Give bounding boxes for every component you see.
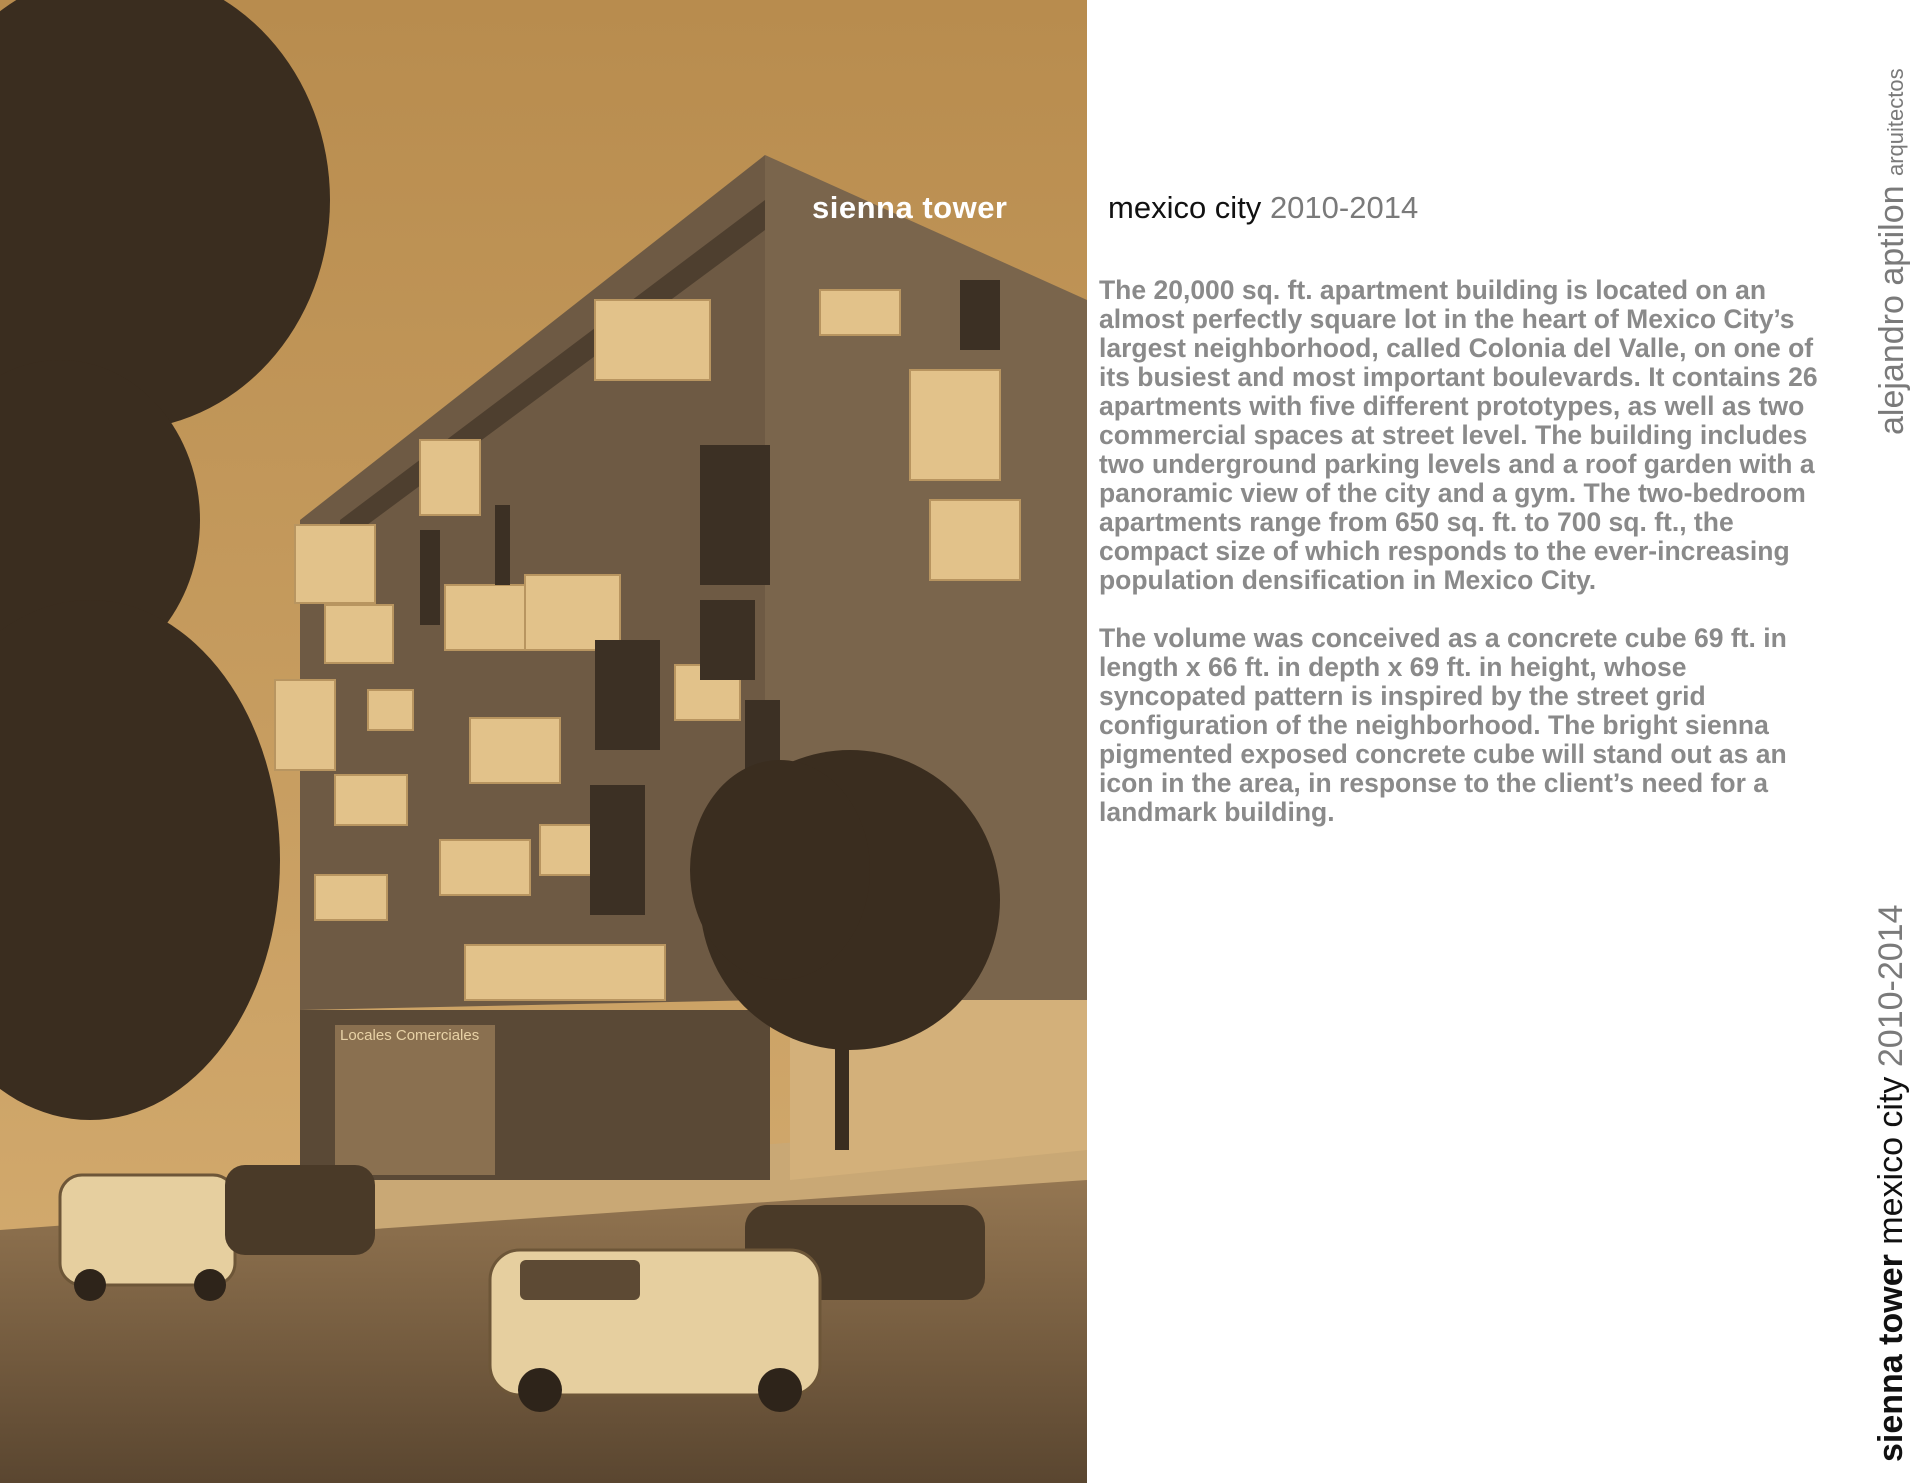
project-location-line	[1108, 190, 1418, 226]
firm-vertical-label	[1873, 68, 1912, 435]
storefront-sign: Locales Comerciales	[340, 1027, 480, 1044]
description-paragraph-1: The 20,000 sq. ft. apartment building is located on an almost perfectly square lot in the heart of Mexico City’s largest neighborhood, called Colonia del Valle, on one of its busiest and most important boulevards. It contains 26 apartments with five different prototypes, as well as two commercial spaces at street level. The building includes two underground parking levels and a roof garden with a panoramic view of the city and a gym. The two-bedroom apartments range from 650 sq. ft. to 700 sq. ft., the compact size of which responds to the ever-increasing population densification in Mexico City.	[1099, 275, 1818, 595]
storefront	[335, 1025, 495, 1175]
project-location: mexico city	[1108, 190, 1262, 225]
description-paragraph-2: The volume was conceived as a concrete cube 69 ft. in length x 66 ft. in depth x 69 ft. in height, whose syncopated pattern is inspired by the street grid configuration of the neighborhood. The bright sienna pigmented exposed concrete cube will stand out as an icon in the area, in response to the client’s need for a landmark building.	[1099, 623, 1787, 827]
firm-role: arquitectos	[1883, 68, 1908, 177]
tree-trunk	[835, 990, 849, 1150]
project-years: 2010-2014	[1269, 190, 1419, 225]
vertical-project-name: sienna tower	[1872, 1254, 1910, 1462]
vertical-project-location: mexico city	[1872, 1076, 1910, 1245]
project-description	[1099, 276, 1819, 856]
firm-name: alejandro aptilon	[1873, 185, 1911, 435]
vertical-project-years: 2010-2014	[1872, 904, 1910, 1068]
project-title: sienna tower	[812, 190, 1008, 225]
project-vertical-label	[1872, 905, 1911, 1463]
